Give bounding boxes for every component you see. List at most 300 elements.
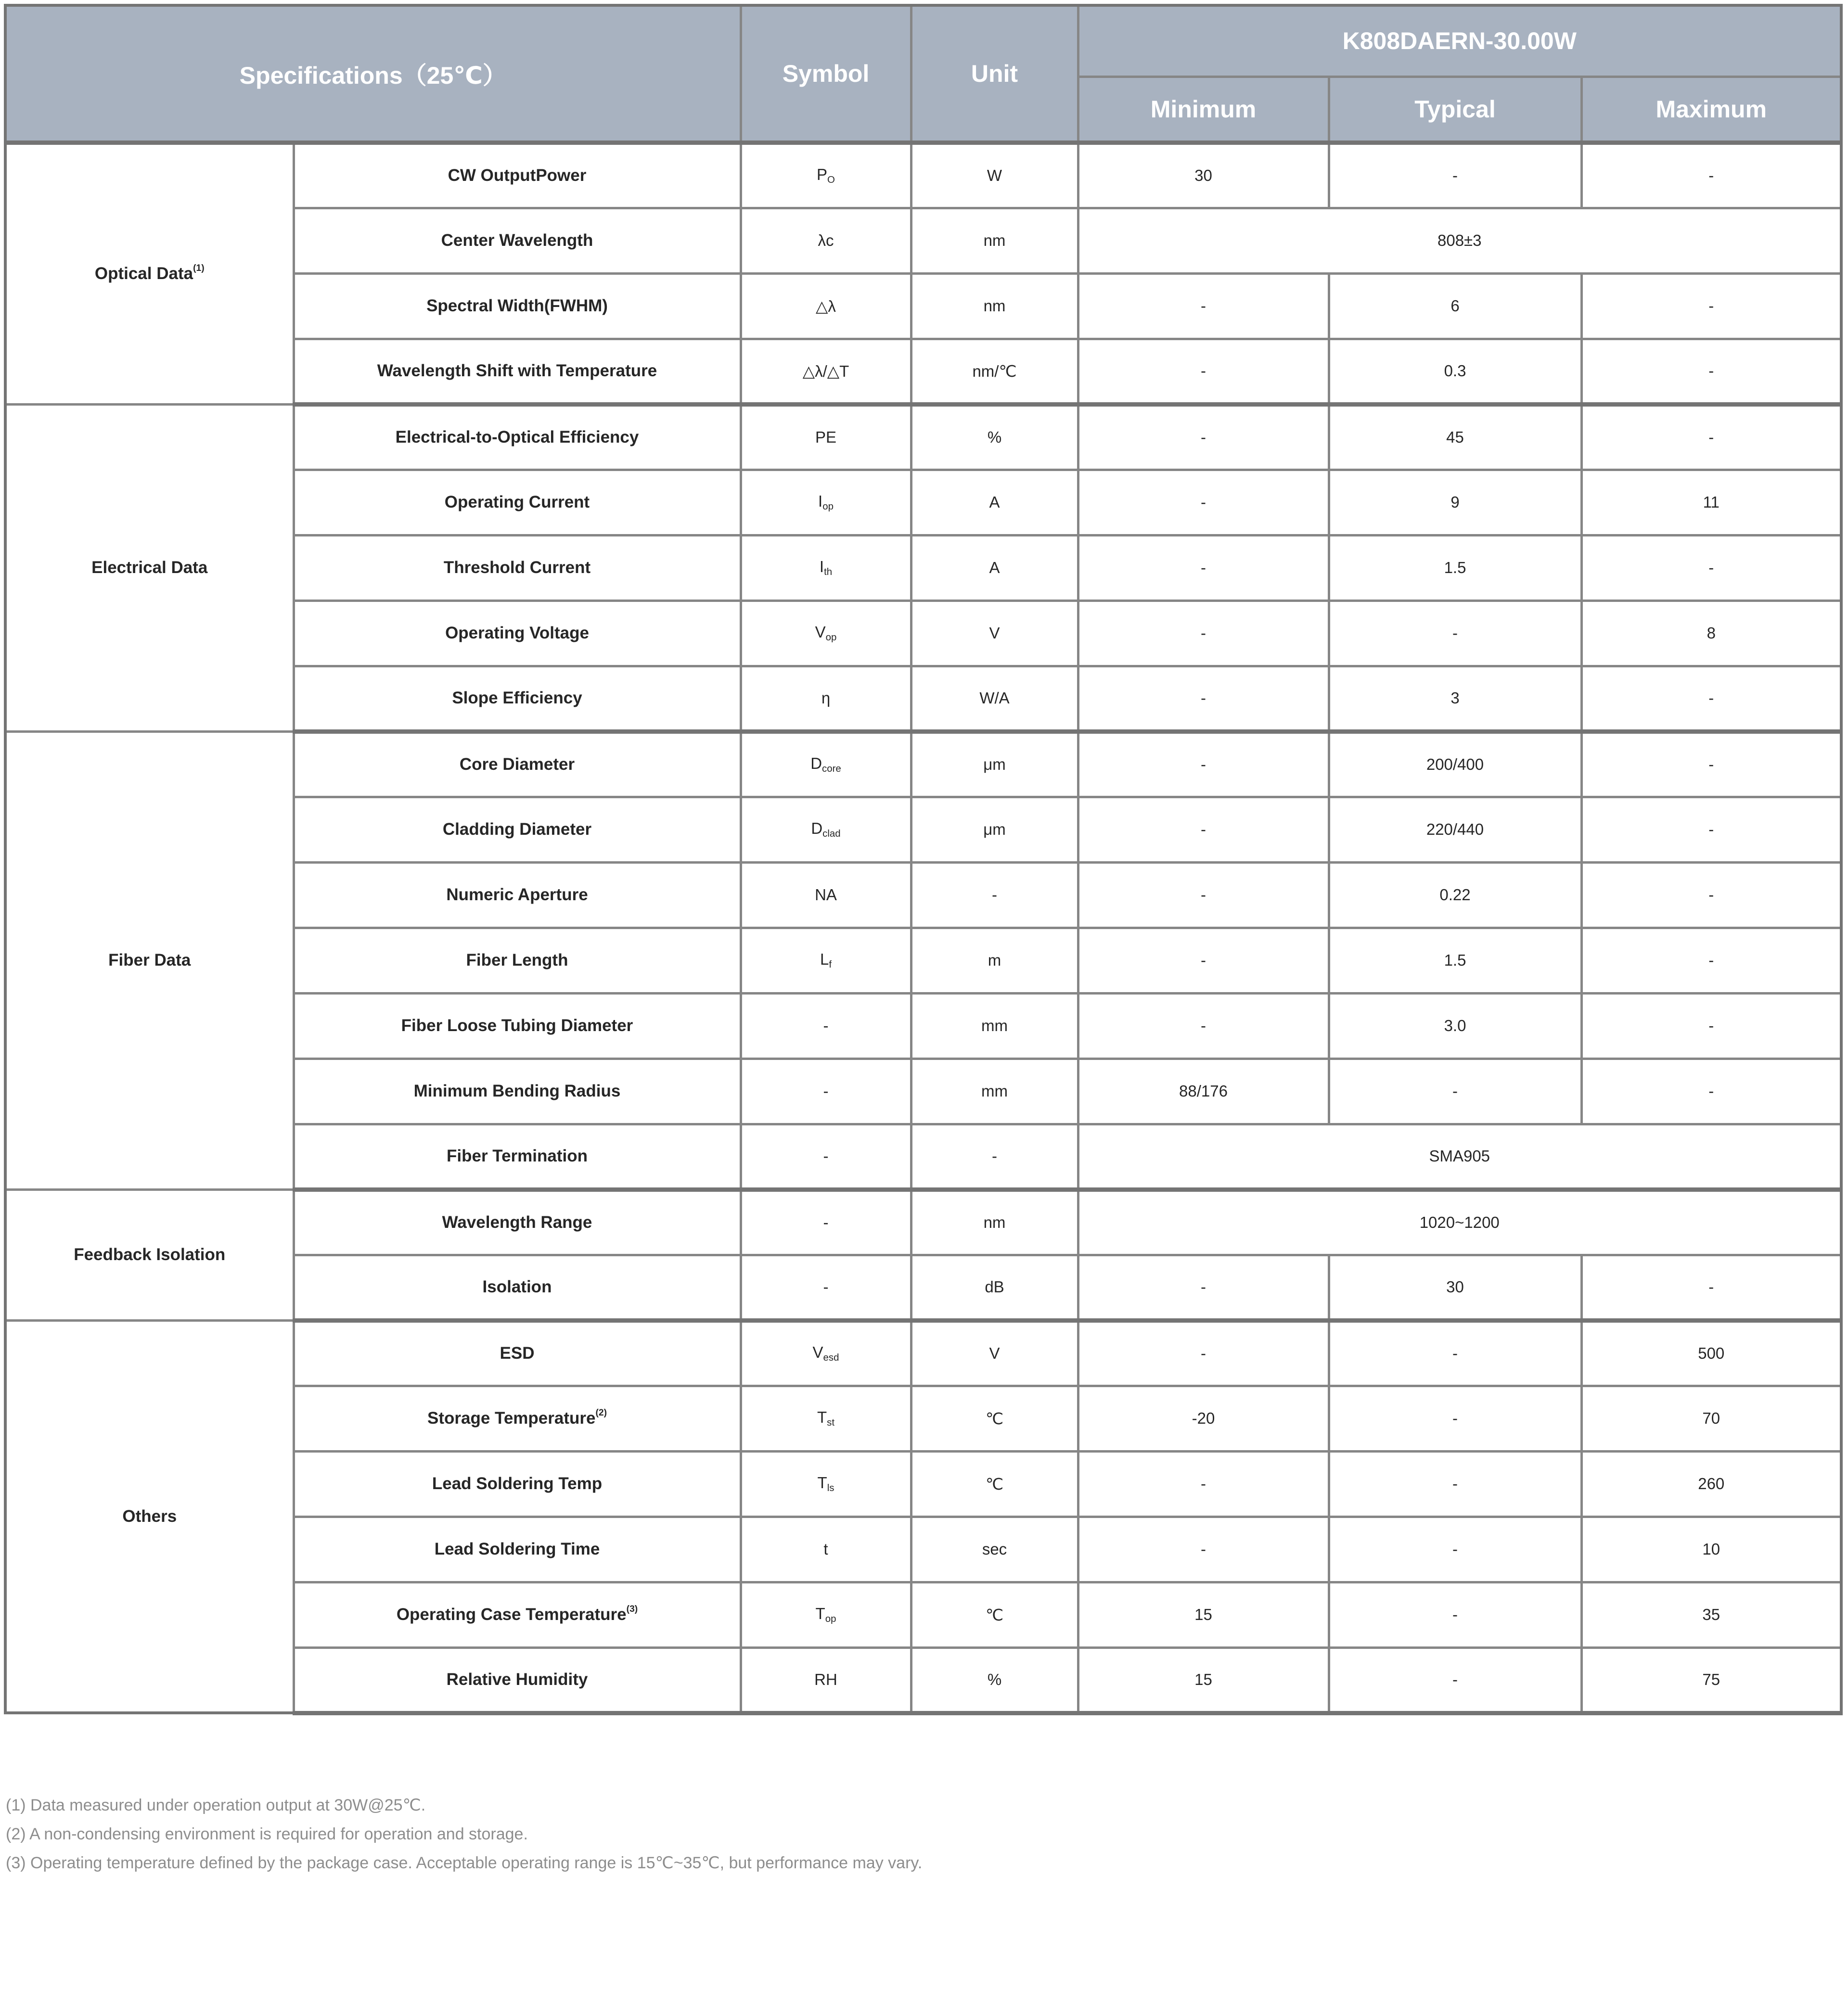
- symbol-cell-text: λc: [818, 231, 834, 249]
- minimum-value-cell: [1078, 600, 1329, 666]
- parameter-cell: [294, 142, 741, 208]
- minimum-value-cell-text: 15: [1194, 1606, 1212, 1623]
- spec-table-body: [5, 142, 1841, 1713]
- minimum-value-cell-text: -: [1201, 1017, 1206, 1034]
- parameter-cell-text: Storage Temperature: [427, 1409, 596, 1428]
- minimum-value-cell: [1078, 731, 1329, 797]
- maximum-value-cell-text: -: [1708, 689, 1714, 707]
- maximum-value-cell-text: 8: [1707, 624, 1716, 642]
- parameter-cell: [294, 1647, 741, 1713]
- unit-cell: [911, 731, 1078, 797]
- typical-value-cell-text: -: [1452, 1671, 1458, 1688]
- symbol-cell-text: PE: [815, 428, 837, 446]
- symbol-cell: $I_{op}$: [741, 470, 911, 535]
- unit-cell-text: mm: [981, 1082, 1008, 1100]
- symbol-cell-text: △λ/△T: [802, 362, 849, 380]
- category-cell: [5, 404, 294, 731]
- symbol-cell-text: V: [812, 1343, 823, 1361]
- minimum-value-cell: [1078, 404, 1329, 470]
- maximum-value-cell: [1581, 1255, 1841, 1320]
- category-cell: [5, 1320, 294, 1713]
- symbol-cell: $V_{esd}$: [741, 1320, 911, 1386]
- minimum-value-cell-text: -: [1201, 559, 1206, 576]
- typical-value-cell-text: -: [1452, 1475, 1458, 1492]
- symbol-cell: [741, 404, 911, 470]
- parameter-cell: [294, 862, 741, 928]
- minimum-value-cell-text: 30: [1194, 166, 1212, 184]
- typical-value-cell: [1329, 600, 1581, 666]
- category-cell: [5, 731, 294, 1189]
- maximum-value-cell: [1581, 1386, 1841, 1451]
- unit-cell: [911, 208, 1078, 273]
- maximum-value-cell-text: 10: [1702, 1540, 1720, 1558]
- parameter-cell: [294, 1320, 741, 1386]
- category-cell: [5, 1189, 294, 1320]
- unit-cell: [911, 600, 1078, 666]
- unit-cell-text: A: [989, 493, 1000, 511]
- minimum-value-cell: [1078, 797, 1329, 862]
- unit-cell: [911, 1517, 1078, 1582]
- symbol-cell-text: L: [820, 950, 829, 968]
- typical-value-cell: [1329, 404, 1581, 470]
- typical-value-cell: [1329, 928, 1581, 993]
- minimum-value-cell-text: -: [1201, 624, 1206, 642]
- unit-cell: [911, 862, 1078, 928]
- maximum-value-cell: [1581, 339, 1841, 404]
- minimum-value-cell: [1078, 1451, 1329, 1517]
- minimum-value-cell: [1078, 1517, 1329, 1582]
- minimum-value-cell: [1078, 1320, 1329, 1386]
- category-cell-text: Others: [122, 1506, 177, 1526]
- maximum-value-cell: [1581, 1647, 1841, 1713]
- typical-value-cell-text: 45: [1446, 428, 1464, 446]
- parameter-cell: Operating Case Temperature$^{(3)}$: [294, 1582, 741, 1647]
- parameter-cell-text: Isolation: [482, 1277, 552, 1296]
- unit-cell: [911, 1189, 1078, 1255]
- minimum-value-cell-text: -: [1201, 820, 1206, 838]
- minimum-value-cell: [1078, 1386, 1329, 1451]
- parameter-cell-text: Fiber Termination: [447, 1147, 588, 1165]
- symbol-cell-text: T: [817, 1473, 827, 1492]
- merged-value-cell-text: 1020~1200: [1419, 1213, 1500, 1231]
- category-cell-text: Fiber Data: [108, 951, 191, 969]
- unit-cell: [911, 404, 1078, 470]
- unit-cell-text: nm: [983, 1213, 1006, 1231]
- minimum-value-cell: [1078, 928, 1329, 993]
- minimum-value-cell: [1078, 339, 1329, 404]
- minimum-value-cell: [1078, 862, 1329, 928]
- typical-value-cell-text: 3.0: [1444, 1017, 1466, 1034]
- parameter-cell-text: Center Wavelength: [441, 231, 593, 250]
- symbol-cell-text: -: [823, 1213, 829, 1231]
- minimum-value-cell-text: -: [1201, 1540, 1206, 1558]
- symbol-cell: [741, 1255, 911, 1320]
- maximum-value-cell-text: 75: [1702, 1671, 1720, 1688]
- parameter-cell-text: Electrical-to-Optical Efficiency: [395, 428, 639, 446]
- maximum-value-cell: [1581, 731, 1841, 797]
- unit-cell-text: %: [987, 1671, 1002, 1688]
- header-minimum: Minimum: [1078, 77, 1329, 142]
- unit-cell: [911, 1320, 1078, 1386]
- typical-value-cell: [1329, 470, 1581, 535]
- minimum-value-cell-text: -: [1201, 1344, 1206, 1362]
- minimum-value-cell-text: -: [1201, 886, 1206, 904]
- unit-cell: [911, 273, 1078, 339]
- symbol-cell-text: T: [815, 1604, 825, 1622]
- typical-value-cell: [1329, 339, 1581, 404]
- maximum-value-cell-text: -: [1708, 1082, 1714, 1100]
- unit-cell: [911, 1647, 1078, 1713]
- maximum-value-cell-text: -: [1708, 755, 1714, 773]
- parameter-cell: [294, 600, 741, 666]
- unit-cell-text: nm/℃: [972, 362, 1017, 380]
- parameter-cell-text: Numeric Aperture: [446, 885, 588, 904]
- unit-cell-text: V: [989, 624, 1000, 642]
- header-maximum: Maximum: [1581, 77, 1841, 142]
- maximum-value-cell: [1581, 273, 1841, 339]
- symbol-cell-text: NA: [815, 886, 837, 904]
- parameter-cell-text: Fiber Length: [466, 951, 568, 969]
- header-symbol: Symbol: [741, 5, 911, 142]
- unit-cell-text: W: [987, 166, 1002, 184]
- parameter-cell: [294, 535, 741, 600]
- parameter-cell: [294, 928, 741, 993]
- symbol-cell-text: D: [811, 819, 823, 837]
- symbol-cell: $T_{ls}$: [741, 1451, 911, 1517]
- footnote-1: (1) Data measured under operation output at 30W@25℃.: [6, 1796, 426, 1814]
- parameter-cell: [294, 1124, 741, 1189]
- unit-cell-text: -: [992, 1147, 997, 1165]
- unit-cell: [911, 1386, 1078, 1451]
- maximum-value-cell-text: -: [1708, 1278, 1714, 1296]
- unit-cell: [911, 339, 1078, 404]
- parameter-cell: [294, 1189, 741, 1255]
- symbol-cell-text: P: [817, 165, 828, 183]
- typical-value-cell: [1329, 731, 1581, 797]
- typical-value-cell-text: -: [1452, 624, 1458, 642]
- symbol-cell: [741, 1517, 911, 1582]
- typical-value-cell: [1329, 273, 1581, 339]
- typical-value-cell-text: 30: [1446, 1278, 1464, 1296]
- unit-cell-text: %: [987, 428, 1002, 446]
- footnote-2: (2) A non-condensing environment is required for operation and storage.: [6, 1825, 528, 1843]
- symbol-cell: [741, 862, 911, 928]
- typical-value-cell-text: 6: [1450, 297, 1460, 315]
- parameter-cell-text: Cladding Diameter: [442, 820, 592, 839]
- minimum-value-cell: [1078, 1647, 1329, 1713]
- maximum-value-cell: [1581, 404, 1841, 470]
- header-unit: Unit: [911, 5, 1078, 142]
- symbol-cell: $V_{op}$: [741, 600, 911, 666]
- minimum-value-cell-text: -: [1201, 755, 1206, 773]
- unit-cell: [911, 1255, 1078, 1320]
- typical-value-cell-text: 3: [1450, 689, 1460, 707]
- typical-value-cell-text: -: [1452, 1409, 1458, 1427]
- symbol-cell: [741, 1124, 911, 1189]
- parameter-cell: [294, 470, 741, 535]
- parameter-cell: [294, 1517, 741, 1582]
- parameter-cell-text: Relative Humidity: [446, 1670, 588, 1689]
- parameter-cell: [294, 404, 741, 470]
- maximum-value-cell-text: -: [1708, 1017, 1714, 1034]
- typical-value-cell: [1329, 1517, 1581, 1582]
- unit-cell: [911, 797, 1078, 862]
- parameter-cell: Storage Temperature$^{(2)}$: [294, 1386, 741, 1451]
- maximum-value-cell-text: -: [1708, 951, 1714, 969]
- parameter-cell-text: Slope Efficiency: [452, 689, 582, 707]
- parameter-cell: [294, 1059, 741, 1124]
- unit-cell-text: nm: [983, 231, 1006, 249]
- typical-value-cell-text: -: [1452, 166, 1458, 184]
- unit-cell-text: ℃: [985, 1409, 1004, 1428]
- parameter-cell: [294, 797, 741, 862]
- minimum-value-cell-text: -: [1201, 951, 1206, 969]
- parameter-cell-text: Minimum Bending Radius: [413, 1082, 621, 1100]
- parameter-cell-text: Fiber Loose Tubing Diameter: [401, 1016, 633, 1035]
- parameter-cell: [294, 1255, 741, 1320]
- header-model: K808DAERN-30.00W: [1078, 5, 1841, 77]
- category-cell-text: Feedback Isolation: [74, 1245, 226, 1264]
- unit-cell-text: A: [989, 559, 1000, 576]
- unit-cell-text: μm: [983, 755, 1006, 773]
- symbol-cell-text: -: [823, 1278, 829, 1296]
- minimum-value-cell-text: -: [1201, 689, 1206, 707]
- typical-value-cell: [1329, 797, 1581, 862]
- parameter-cell-text: Spectral Width(FWHM): [426, 296, 608, 315]
- unit-cell-text: ℃: [985, 1606, 1004, 1624]
- typical-value-cell: [1329, 1386, 1581, 1451]
- typical-value-cell: [1329, 1255, 1581, 1320]
- typical-value-cell-text: 200/400: [1426, 755, 1484, 773]
- typical-value-cell: [1329, 862, 1581, 928]
- maximum-value-cell-text: -: [1708, 820, 1714, 838]
- symbol-cell: $L_f$: [741, 928, 911, 993]
- maximum-value-cell-text: -: [1708, 362, 1714, 380]
- parameter-cell-text: Wavelength Shift with Temperature: [377, 361, 657, 380]
- minimum-value-cell: [1078, 993, 1329, 1059]
- spec-row: [5, 1189, 1841, 1255]
- spec-row: [5, 404, 1841, 470]
- parameter-cell: [294, 339, 741, 404]
- unit-cell-text: W/A: [979, 689, 1010, 707]
- minimum-value-cell-text: 88/176: [1179, 1082, 1228, 1100]
- symbol-cell-text: △λ: [816, 297, 836, 315]
- symbol-cell-text: I: [818, 492, 823, 510]
- symbol-cell: [741, 273, 911, 339]
- minimum-value-cell-text: -: [1201, 428, 1206, 446]
- unit-cell-text: mm: [981, 1017, 1008, 1034]
- typical-value-cell: [1329, 142, 1581, 208]
- unit-cell-text: nm: [983, 297, 1006, 315]
- symbol-cell-text: t: [823, 1540, 828, 1558]
- minimum-value-cell-text: -20: [1192, 1409, 1215, 1427]
- typical-value-cell: [1329, 535, 1581, 600]
- unit-cell-text: dB: [985, 1278, 1004, 1296]
- maximum-value-cell-text: -: [1708, 166, 1714, 184]
- maximum-value-cell-text: -: [1708, 428, 1714, 446]
- category-cell: Optical Data$^{(1)}$: [5, 142, 294, 404]
- maximum-value-cell: [1581, 928, 1841, 993]
- typical-value-cell: [1329, 1647, 1581, 1713]
- typical-value-cell-text: -: [1452, 1606, 1458, 1623]
- merged-value-cell-text: SMA905: [1429, 1147, 1490, 1165]
- symbol-cell: $I_{th}$: [741, 535, 911, 600]
- minimum-value-cell: [1078, 1059, 1329, 1124]
- typical-value-cell-text: 0.3: [1444, 362, 1466, 380]
- maximum-value-cell: [1581, 1059, 1841, 1124]
- spec-row: [5, 731, 1841, 797]
- typical-value-cell-text: 1.5: [1444, 951, 1466, 969]
- minimum-value-cell: [1078, 273, 1329, 339]
- category-cell-text: Electrical Data: [91, 558, 208, 577]
- maximum-value-cell: [1581, 993, 1841, 1059]
- minimum-value-cell-text: -: [1201, 1278, 1206, 1296]
- unit-cell-text: m: [988, 951, 1001, 969]
- merged-value-cell: [1078, 1189, 1841, 1255]
- parameter-cell-text: ESD: [500, 1344, 535, 1363]
- unit-cell: [911, 142, 1078, 208]
- maximum-value-cell-text: 35: [1702, 1606, 1720, 1623]
- maximum-value-cell: [1581, 535, 1841, 600]
- parameter-cell: [294, 208, 741, 273]
- parameter-cell-text: Operating Case Temperature: [396, 1605, 627, 1624]
- unit-cell: [911, 1124, 1078, 1189]
- minimum-value-cell: [1078, 142, 1329, 208]
- symbol-cell: $P_O$: [741, 142, 911, 208]
- spec-table: [4, 4, 1843, 1715]
- header-typical: Typical: [1329, 77, 1581, 142]
- maximum-value-cell: [1581, 797, 1841, 862]
- symbol-cell-text: T: [817, 1408, 827, 1426]
- typical-value-cell: [1329, 1059, 1581, 1124]
- maximum-value-cell: [1581, 470, 1841, 535]
- minimum-value-cell-text: -: [1201, 1475, 1206, 1492]
- symbol-cell: [741, 208, 911, 273]
- unit-cell-text: -: [992, 886, 997, 904]
- maximum-value-cell-text: 11: [1703, 493, 1720, 511]
- symbol-cell: $T_{op}$: [741, 1582, 911, 1647]
- unit-cell: [911, 470, 1078, 535]
- unit-cell-text: V: [989, 1344, 1000, 1362]
- header-row-top: [5, 5, 1841, 77]
- minimum-value-cell: [1078, 535, 1329, 600]
- parameter-cell-text: Core Diameter: [459, 755, 575, 774]
- maximum-value-cell: [1581, 600, 1841, 666]
- spec-row: [5, 142, 1841, 208]
- typical-value-cell-text: 1.5: [1444, 559, 1466, 576]
- maximum-value-cell: [1581, 1320, 1841, 1386]
- category-cell-text: Optical Data: [94, 264, 193, 283]
- minimum-value-cell: [1078, 1255, 1329, 1320]
- maximum-value-cell: [1581, 142, 1841, 208]
- unit-cell: [911, 535, 1078, 600]
- parameter-cell: [294, 731, 741, 797]
- minimum-value-cell: [1078, 470, 1329, 535]
- symbol-cell: $D_{clad}$: [741, 797, 911, 862]
- maximum-value-cell: [1581, 1582, 1841, 1647]
- minimum-value-cell-text: 15: [1194, 1671, 1212, 1688]
- unit-cell-text: ℃: [985, 1475, 1004, 1493]
- maximum-value-cell-text: -: [1708, 297, 1714, 315]
- unit-cell: [911, 1059, 1078, 1124]
- minimum-value-cell: [1078, 666, 1329, 731]
- parameter-cell-text: Operating Current: [444, 493, 590, 511]
- maximum-value-cell-text: -: [1708, 559, 1714, 576]
- merged-value-cell-text: 808±3: [1437, 231, 1482, 249]
- unit-cell-text: sec: [982, 1540, 1007, 1558]
- maximum-value-cell-text: -: [1708, 886, 1714, 904]
- typical-value-cell: [1329, 666, 1581, 731]
- maximum-value-cell: [1581, 666, 1841, 731]
- maximum-value-cell-text: 500: [1698, 1344, 1725, 1362]
- minimum-value-cell-text: -: [1201, 297, 1206, 315]
- symbol-cell: [741, 1189, 911, 1255]
- symbol-cell-text: D: [810, 754, 822, 772]
- unit-cell-text: μm: [983, 820, 1006, 838]
- symbol-cell-text: RH: [814, 1671, 837, 1688]
- typical-value-cell-text: 0.22: [1439, 886, 1471, 904]
- unit-cell: [911, 1582, 1078, 1647]
- symbol-cell: $D_{core}$: [741, 731, 911, 797]
- parameter-cell-text: Threshold Current: [443, 558, 591, 577]
- symbol-cell: [741, 1059, 911, 1124]
- symbol-cell-text: -: [823, 1147, 829, 1165]
- unit-cell: [911, 666, 1078, 731]
- minimum-value-cell-text: -: [1201, 362, 1206, 380]
- parameter-cell-text: CW OutputPower: [448, 166, 587, 185]
- maximum-value-cell-text: 70: [1702, 1409, 1720, 1427]
- maximum-value-cell: [1581, 862, 1841, 928]
- typical-value-cell-text: 220/440: [1426, 820, 1484, 838]
- merged-value-cell: [1078, 208, 1841, 273]
- parameter-cell: [294, 666, 741, 731]
- unit-cell: [911, 993, 1078, 1059]
- parameter-cell-text: Lead Soldering Time: [434, 1540, 600, 1558]
- maximum-value-cell: [1581, 1517, 1841, 1582]
- unit-cell: [911, 1451, 1078, 1517]
- symbol-cell-text: -: [823, 1082, 829, 1100]
- typical-value-cell: [1329, 993, 1581, 1059]
- header-specifications: Specifications（25℃）: [5, 5, 741, 142]
- parameter-cell: [294, 1451, 741, 1517]
- merged-value-cell: [1078, 1124, 1841, 1189]
- parameter-cell-text: Lead Soldering Temp: [432, 1474, 603, 1493]
- unit-cell: [911, 928, 1078, 993]
- typical-value-cell-text: -: [1452, 1540, 1458, 1558]
- footnote-3: (3) Operating temperature defined by the package case. Acceptable operating range is 15℃~35℃, but performance may vary.: [6, 1854, 923, 1872]
- minimum-value-cell: [1078, 1582, 1329, 1647]
- parameter-cell-text: Operating Voltage: [445, 624, 589, 642]
- typical-value-cell-text: -: [1452, 1344, 1458, 1362]
- parameter-cell-text: Wavelength Range: [442, 1213, 592, 1232]
- symbol-cell: [741, 666, 911, 731]
- symbol-cell: [741, 993, 911, 1059]
- maximum-value-cell: [1581, 1451, 1841, 1517]
- minimum-value-cell-text: -: [1201, 493, 1206, 511]
- symbol-cell: [741, 1647, 911, 1713]
- symbol-cell: [741, 339, 911, 404]
- typical-value-cell-text: 9: [1450, 493, 1460, 511]
- typical-value-cell: [1329, 1320, 1581, 1386]
- typical-value-cell: [1329, 1451, 1581, 1517]
- symbol-cell: $T_{st}$: [741, 1386, 911, 1451]
- typical-value-cell-text: -: [1452, 1082, 1458, 1100]
- symbol-cell-text: η: [821, 689, 831, 707]
- parameter-cell: [294, 993, 741, 1059]
- symbol-cell-text: I: [819, 557, 824, 575]
- maximum-value-cell-text: 260: [1698, 1475, 1725, 1492]
- typical-value-cell: [1329, 1582, 1581, 1647]
